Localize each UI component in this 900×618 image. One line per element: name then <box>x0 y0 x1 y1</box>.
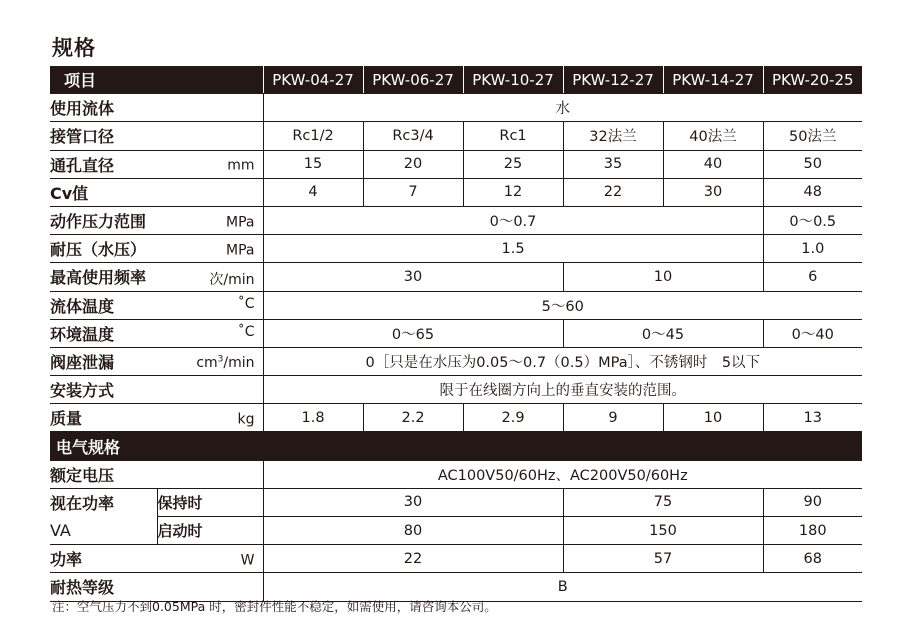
footnote: 注：空气压力不到0.05MPa 时，密封件性能不稳定，如需使用，请咨询本公司。 <box>52 599 497 614</box>
row-label: 流体温度 ˚C <box>50 291 263 319</box>
value-cell: 7 <box>363 178 463 206</box>
value-cell: 20 <box>363 150 463 178</box>
row-apparent-inrush <box>50 517 862 545</box>
value-cell: 2.9 <box>463 404 563 432</box>
value-cell: 0～0.5 <box>763 206 862 234</box>
row-label: 视在功率 <box>50 488 157 516</box>
value-cell: 90 <box>763 488 862 516</box>
row-label: 动作压力范围 MPa <box>50 206 263 234</box>
row-fluid <box>50 94 862 122</box>
unit-label: MPa <box>226 242 255 259</box>
value-cell: 6 <box>763 263 862 291</box>
row-frequency <box>50 263 862 291</box>
model-header: PKW-04-27 <box>263 66 363 94</box>
value-cell: 4 <box>263 178 363 206</box>
model-header: PKW-20-25 <box>763 66 862 94</box>
value-cell: 50法兰 <box>763 122 862 150</box>
value-cell: 35 <box>563 150 663 178</box>
value-cell: 限于在线圈方向上的垂直安装的范围。 <box>263 376 862 404</box>
value-cell: 22 <box>263 545 563 573</box>
unit-label: W <box>240 552 255 569</box>
value-cell: 150 <box>563 517 763 545</box>
row-label: 额定电压 <box>50 460 263 488</box>
value-cell: 1.5 <box>263 235 763 263</box>
value-cell: 40法兰 <box>663 122 763 150</box>
value-cell: 48 <box>763 178 862 206</box>
unit-label: ˚C <box>237 296 255 313</box>
value-cell: 12 <box>463 178 563 206</box>
row-label: 接管口径 <box>50 122 263 150</box>
header-row <box>50 66 862 94</box>
value-cell: 68 <box>763 545 862 573</box>
page-title: 规格 <box>52 36 96 60</box>
value-cell: Rc1/2 <box>263 122 363 150</box>
value-cell: Rc1 <box>463 122 563 150</box>
value-cell: 13 <box>763 404 862 432</box>
model-header: PKW-06-27 <box>363 66 463 94</box>
model-header: PKW-14-27 <box>663 66 763 94</box>
value-cell: 1.8 <box>263 404 363 432</box>
value-cell: 30 <box>263 488 563 516</box>
row-label: 使用流体 <box>50 94 263 122</box>
value-cell: 9 <box>563 404 663 432</box>
row-op-pressure <box>50 206 862 234</box>
value-cell: 75 <box>563 488 763 516</box>
unit-label: $cm^3/\min$ <box>196 354 255 372</box>
value-cell: Rc3/4 <box>363 122 463 150</box>
unit-label: 次/min <box>209 271 255 288</box>
row-label: 阀座泄漏 $cm^3/\min$ <box>50 347 263 375</box>
row-cv <box>50 178 862 206</box>
value-cell: 80 <box>263 517 563 545</box>
row-power <box>50 545 862 573</box>
row-label: 功率 W <box>50 545 263 573</box>
value-cell: 水 <box>263 94 862 122</box>
row-mass <box>50 404 862 432</box>
row-label: Cv值 <box>50 178 263 206</box>
unit-label: VA <box>50 517 157 545</box>
unit-label: MPa <box>226 214 255 231</box>
electrical-section-header <box>50 432 862 460</box>
value-cell: 40 <box>663 150 763 178</box>
value-cell: 2.2 <box>363 404 463 432</box>
value-cell: 5～60 <box>263 291 862 319</box>
header-item-label: 项目 <box>50 66 263 94</box>
model-header: PKW-12-27 <box>563 66 663 94</box>
model-header: PKW-10-27 <box>463 66 563 94</box>
value-cell: 10 <box>663 404 763 432</box>
row-leakage <box>50 347 862 375</box>
value-cell: 1.0 <box>763 235 862 263</box>
unit-label: ˚C <box>237 324 255 341</box>
value-cell: 0～0.7 <box>263 206 763 234</box>
row-voltage <box>50 460 862 488</box>
row-label: 耐压（水压） MPa <box>50 235 263 263</box>
sub-label: 启动时 <box>157 517 263 545</box>
section-title: 电气规格 <box>50 432 862 460</box>
row-proof-pressure <box>50 235 862 263</box>
row-ambient-temp <box>50 319 862 347</box>
row-label: 安装方式 <box>50 376 263 404</box>
row-fluid-temp <box>50 291 862 319</box>
value-cell: 0［只是在水压为0.05～0.7（0.5）MPa］、不锈钢时 5以下 <box>263 347 862 375</box>
spec-table <box>50 66 862 602</box>
value-cell: 22 <box>563 178 663 206</box>
row-label: 通孔直径 mm <box>50 150 263 178</box>
value-cell: 15 <box>263 150 363 178</box>
value-cell: 0～40 <box>763 319 862 347</box>
value-cell: B <box>263 573 862 601</box>
row-label: 耐热等级 <box>50 573 263 601</box>
unit-label: kg <box>237 411 255 428</box>
row-label: 质量 kg <box>50 404 263 432</box>
value-cell: 57 <box>563 545 763 573</box>
value-cell: 10 <box>563 263 763 291</box>
value-cell: AC100V50/60Hz、AC200V50/60Hz <box>263 460 862 488</box>
row-mounting <box>50 376 862 404</box>
value-cell: 25 <box>463 150 563 178</box>
row-orifice <box>50 150 862 178</box>
sub-label: 保持时 <box>157 488 263 516</box>
row-label: 最高使用频率 次/min <box>50 263 263 291</box>
row-port <box>50 122 862 150</box>
row-apparent-holding <box>50 488 862 516</box>
value-cell: 180 <box>763 517 862 545</box>
value-cell: 0～65 <box>263 319 563 347</box>
value-cell: 32法兰 <box>563 122 663 150</box>
value-cell: 50 <box>763 150 862 178</box>
value-cell: 0～45 <box>563 319 763 347</box>
unit-label: mm <box>227 157 255 174</box>
value-cell: 30 <box>263 263 563 291</box>
value-cell: 30 <box>663 178 763 206</box>
row-label: 环境温度 ˚C <box>50 319 263 347</box>
